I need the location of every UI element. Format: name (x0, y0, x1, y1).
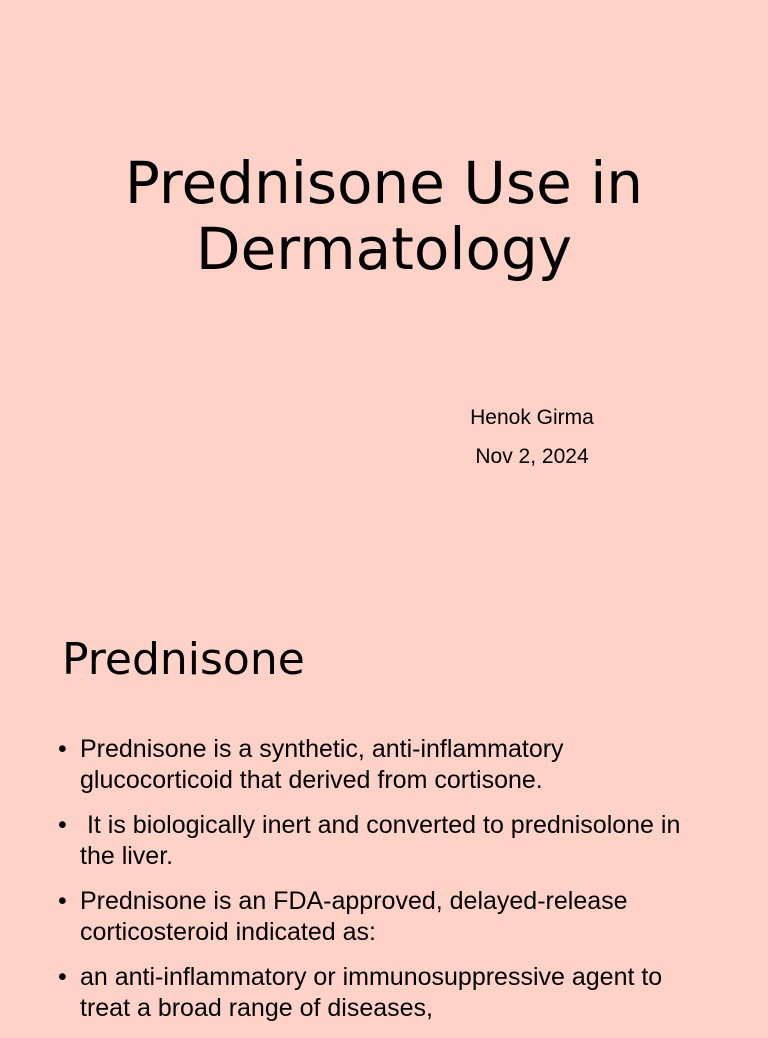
author-name: Henok Girma (470, 406, 594, 429)
bullet-marker: • (58, 887, 67, 915)
slide-title-line-2: Dermatology (195, 215, 573, 283)
content-slide (0, 576, 768, 1024)
bullet-item (58, 734, 718, 796)
slide-title-line-1: Prednisone Use in (124, 149, 644, 217)
bullet-marker: • (58, 735, 67, 763)
slide-heading: Prednisone (62, 634, 305, 685)
bullet-item (58, 810, 718, 872)
bullet-item (58, 886, 718, 948)
bullet-list (58, 734, 718, 1038)
bullet-text: Prednisone is a synthetic, anti-inflammatory glucocorticoid that derived from cortisone. (80, 735, 564, 794)
bullet-text: an anti-inflammatory or immunosuppressive agent to treat a broad range of diseases, (80, 963, 663, 1022)
slide-title (40, 150, 728, 282)
bullet-item (58, 962, 718, 1024)
bullet-text: Prednisone is an FDA-approved, delayed-release corticosteroid indicated as: (80, 887, 628, 946)
presentation-date: Nov 2, 2024 (475, 445, 589, 468)
bullet-marker: • (58, 811, 67, 839)
bullet-text: It is biologically inert and converted to prednisolone in the liver. (80, 811, 688, 870)
bullet-marker: • (58, 963, 67, 991)
